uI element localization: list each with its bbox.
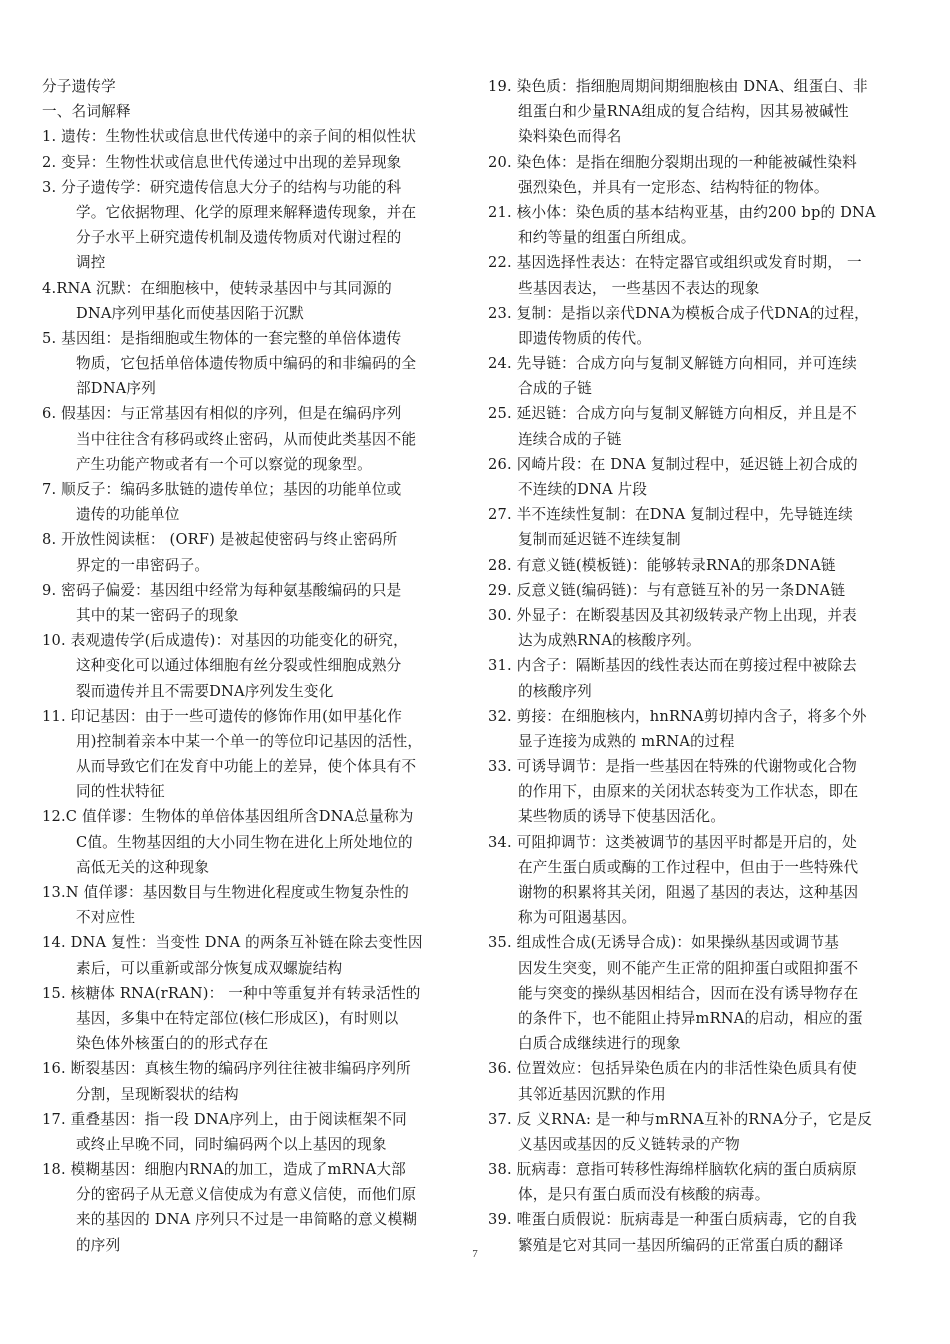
page-number: 7 [472, 1248, 478, 1260]
entry-continuation-line: 界定的一串密码子。 [76, 556, 210, 574]
entry-term-line: 20. 染色体：是指在细胞分裂期出现的一种能被碱性染料 [488, 153, 857, 171]
entry-continuation-line: 部DNA序列 [76, 380, 156, 398]
entry-continuation-line: 称为可阻遏基因。 [518, 909, 637, 927]
entry-continuation-line: 分子水平上研究遗传机制及遗传物质对代谢过程的 [76, 229, 402, 247]
definition-entry [488, 754, 908, 830]
definition-entry [488, 830, 908, 931]
entry-continuation-line: C值。生物基因组的大小同生物在进化上所处地位的 [76, 833, 413, 851]
entry-term-line: 5. 基因组：是指细胞或生物体的一套完整的单倍体遗传 [42, 329, 402, 347]
entry-continuation-line: 达为成熟RNA的核酸序列。 [518, 632, 701, 650]
entry-continuation-line: 染料染色而得名 [518, 128, 622, 146]
entry-continuation-line: 从而导致它们在发育中功能上的差异，使个体具有不 [76, 758, 417, 776]
entry-term-line: 37. 反 义RNA: 是一种与mRNA互补的RNA分子，它是反 [488, 1110, 873, 1128]
entry-continuation-line: 同的性状特征 [76, 783, 165, 801]
definition-entry [488, 351, 908, 401]
entry-continuation-line: 显子连接为成熟的 mRNA的过程 [518, 732, 735, 750]
definition-entry [42, 401, 462, 477]
entry-continuation-line: 用)控制着亲本中某一个单一的等位印记基因的活性， [76, 732, 423, 750]
document-title: 分子遗传学 [42, 78, 116, 95]
entry-continuation-line: 即遗传物质的传代。 [518, 329, 652, 347]
entry-continuation-line: 的作用下，由原来的关闭状态转变为工作状态，即在 [518, 783, 859, 801]
entry-continuation-line: 连续合成的子链 [518, 430, 622, 448]
entry-continuation-line: 调控 [76, 254, 106, 272]
entry-term-line: 39. 唯蛋白质假说：朊病毒是一种蛋白质病毒，它的自我 [488, 1211, 857, 1229]
definition-entry [488, 1157, 908, 1207]
entry-term-line: 22. 基因选择性表达：在特定器官或组织或发育时期， 一 [488, 254, 862, 272]
definition-entry [488, 704, 908, 754]
entry-term-line: 14. DNA 复性：当变性 DNA 的两条互补链在除去变性因 [42, 934, 423, 952]
entry-term-line: 11. 印记基因：由于一些可遗传的修饰作用(如甲基化作 [42, 707, 403, 725]
entry-continuation-line: 其邻近基因沉默的作用 [518, 1085, 666, 1103]
entry-continuation-line: 学。它依据物理、化学的原理来解释遗传现象，并在 [76, 203, 417, 221]
entry-continuation-line: 的序列 [76, 1236, 121, 1254]
definition-entry [488, 502, 908, 552]
entry-term-line: 32. 剪接：在细胞核内，hnRNA剪切掉内含子，将多个外 [488, 707, 867, 725]
entry-continuation-line: 产生功能产物或者有一个可以察觉的现象型。 [76, 455, 372, 473]
entry-continuation-line: 谢物的积累将其关闭，阻遏了基因的表达，这种基因 [518, 884, 859, 901]
entry-term-line: 28. 有意义链(模板链)：能够转录RNA的那条DNA链 [488, 556, 836, 574]
entry-continuation-line: 分的密码子从无意义信使成为有意义信使，而他们原 [76, 1186, 417, 1204]
entry-continuation-line: 基因，多集中在特定部位(核仁形成区)，有时则以 [76, 1009, 399, 1027]
entry-term-line: 31. 内含子：隔断基因的线性表达而在剪接过程中被除去 [488, 657, 857, 675]
definition-entry [488, 401, 908, 451]
entry-term-line: 15. 核糖体 RNA(rRAN)： 一种中等重复并有转录活性的 [42, 984, 421, 1002]
entry-term-line: 13.N 值佯谬：基因数目与生物进化程度或生物复杂性的 [42, 884, 410, 901]
definition-entry [488, 578, 908, 603]
entry-continuation-line: 物质，它包括单倍体遗传物质中编码的和非编码的全 [76, 355, 417, 373]
entry-term-line: 9. 密码子偏爱：基因组中经常为每种氨基酸编码的只是 [42, 581, 402, 599]
definition-entry [488, 74, 908, 150]
entry-term-line: 34. 可阻抑调节：这类被调节的基因平时都是开启的，处 [488, 833, 857, 851]
entry-continuation-line: 组蛋白和少量RNA组成的复合结构，因其易被碱性 [518, 103, 849, 121]
entry-term-line: 26. 冈崎片段：在 DNA 复制过程中，延迟链上初合成的 [488, 455, 858, 473]
entry-term-line: 33. 可诱导调节：是指一些基因在特殊的代谢物或化合物 [488, 758, 857, 776]
entry-continuation-line: 裂而遗传并且不需要DNA序列发生变化 [76, 682, 334, 700]
entry-continuation-line: 遗传的功能单位 [76, 506, 180, 524]
definition-entry [42, 578, 462, 628]
entry-term-line: 12.C 值佯谬：生物体的单倍体基因组所含DNA总量称为 [42, 808, 414, 826]
entry-term-line: 4.RNA 沉默：在细胞核中，使转录基因中与其同源的 [42, 279, 392, 297]
definition-entry [42, 804, 462, 880]
entry-term-line: 16. 断裂基因：真核生物的编码序列往往被非编码序列所 [42, 1060, 411, 1078]
entry-continuation-line: 能与突变的操纵基因相结合，因而在没有诱导物存在 [518, 984, 859, 1002]
entry-term-line: 29. 反意义链(编码链)：与有意链互补的另一条DNA链 [488, 581, 846, 599]
definition-entry [42, 150, 462, 175]
entry-term-line: 3. 分子遗传学：研究遗传信息大分子的结构与功能的科 [42, 178, 402, 196]
left-entry-list [42, 124, 462, 1257]
definition-entry [488, 1107, 908, 1157]
definition-entry [488, 452, 908, 502]
entry-term-line: 10. 表观遗传学(后成遗传)：对基因的功能变化的研究， [42, 632, 408, 650]
entry-term-line: 30. 外显子：在断裂基因及其初级转录产物上出现，并表 [488, 606, 857, 624]
definition-entry [42, 276, 462, 326]
definition-entry [42, 1157, 462, 1258]
definition-entry [42, 477, 462, 527]
entry-continuation-line: 的核酸序列 [518, 682, 592, 700]
entry-continuation-line: 高低无关的这种现象 [76, 858, 210, 876]
entry-continuation-line: 强烈染色，并具有一定形态、结构特征的物体。 [518, 178, 829, 196]
entry-continuation-line: 繁殖是它对其同一基因所编码的正常蛋白质的翻译 [518, 1236, 844, 1254]
entry-term-line: 38. 朊病毒：意指可转移性海绵样脑软化病的蛋白质病原 [488, 1161, 857, 1179]
entry-continuation-line: 白质合成继续进行的现象 [518, 1035, 681, 1053]
entry-term-line: 27. 半不连续性复制：在DNA 复制过程中，先导链连续 [488, 506, 853, 524]
definition-entry [42, 326, 462, 402]
entry-continuation-line: 复制而延迟链不连续复制 [518, 531, 681, 549]
definition-entry [488, 553, 908, 578]
entry-continuation-line: 或终止早晚不同，同时编码两个以上基因的现象 [76, 1135, 387, 1153]
entry-continuation-line: 在产生蛋白质或酶的工作过程中，但由于一些特殊代 [518, 858, 859, 876]
entry-continuation-line: 不对应性 [76, 909, 136, 927]
entry-continuation-line: 分割，呈现断裂状的结构 [76, 1085, 239, 1103]
entry-term-line: 1. 遗传：生物性状或信息世代传递中的亲子间的相似性状 [42, 128, 417, 146]
entry-continuation-line: 义基因或基因的反义链转录的产物 [518, 1135, 740, 1153]
definition-entry [488, 150, 908, 200]
entry-term-line: 6. 假基因：与正常基因有相似的序列，但是在编码序列 [42, 405, 402, 423]
entry-term-line: 21. 核小体：染色质的基本结构亚基，由约200 bp的 DNA [488, 203, 876, 221]
entry-continuation-line: 体，是只有蛋白质而没有核酸的病毒。 [518, 1186, 770, 1204]
entry-term-line: 36. 位置效应：包括异染色质在内的非活性染色质具有使 [488, 1060, 857, 1078]
definition-entry [488, 250, 908, 300]
entry-continuation-line: 其中的某一密码子的现象 [76, 606, 239, 624]
entry-continuation-line: 的条件下，也不能阻止持异mRNA的启动，相应的蛋 [518, 1009, 863, 1027]
entry-continuation-line: 素后，可以重新或部分恢复成双螺旋结构 [76, 959, 343, 977]
entry-term-line: 2. 变异：生物性状或信息世代传递过中出现的差异现象 [42, 153, 402, 171]
definition-entry [488, 301, 908, 351]
entry-continuation-line: DNA序列甲基化而使基因陷于沉默 [76, 304, 304, 322]
entry-term-line: 7. 顺反子：编码多肽链的遗传单位；基因的功能单位或 [42, 481, 402, 498]
definition-entry [488, 603, 908, 653]
entry-continuation-line: 当中往往含有移码或终止密码，从而使此类基因不能 [76, 430, 417, 448]
entry-term-line: 18. 模糊基因：细胞内RNA的加工，造成了mRNA大部 [42, 1161, 406, 1179]
definition-entry [42, 704, 462, 805]
entry-continuation-line: 些基因表达， 一些基因不表达的现象 [518, 279, 760, 297]
definition-entry [42, 175, 462, 276]
entry-continuation-line: 不连续的DNA 片段 [518, 481, 648, 498]
section-heading: 一、名词解释 [42, 103, 131, 121]
right-column [488, 74, 908, 1258]
entry-continuation-line: 合成的子链 [518, 380, 592, 398]
definition-entry [488, 653, 908, 703]
entry-term-line: 23. 复制：是指以亲代DNA为模板合成子代DNA的过程， [488, 304, 869, 322]
definition-entry [42, 628, 462, 704]
definition-entry [42, 930, 462, 980]
definition-entry [488, 200, 908, 250]
entry-continuation-line: 某些物质的诱导下使基因活化。 [518, 808, 726, 826]
definition-entry [488, 1056, 908, 1106]
entry-term-line: 25. 延迟链：合成方向与复制叉解链方向相反，并且是不 [488, 405, 857, 423]
entry-term-line: 35. 组成性合成(无诱导合成)：如果操纵基因或调节基 [488, 934, 840, 952]
definition-entry [488, 930, 908, 1056]
definition-entry [42, 527, 462, 577]
entry-term-line: 24. 先导链：合成方向与复制叉解链方向相同，并可连续 [488, 355, 857, 373]
definition-entry [42, 1107, 462, 1157]
entry-term-line: 17. 重叠基因：指一段 DNA序列上，由于阅读框架不同 [42, 1110, 407, 1128]
entry-continuation-line: 这种变化可以通过体细胞有丝分裂或性细胞成熟分 [76, 657, 402, 675]
definition-entry [42, 880, 462, 930]
entry-term-line: 19. 染色质：指细胞周期间期细胞核由 DNA、组蛋白、非 [488, 78, 868, 95]
definition-entry [42, 981, 462, 1057]
definition-entry [42, 124, 462, 149]
entry-term-line: 8. 开放性阅读框： (ORF) 是被起使密码与终止密码所 [42, 531, 398, 549]
entry-continuation-line: 因发生突变，则不能产生正常的阻抑蛋白或阻抑蛋不 [518, 959, 859, 977]
left-column [42, 74, 462, 1258]
entry-continuation-line: 来的基因的 DNA 序列只不过是一串简略的意义模糊 [76, 1211, 418, 1229]
entry-continuation-line: 染色体外核蛋白的的形式存在 [76, 1035, 269, 1053]
definition-entry [42, 1056, 462, 1106]
entry-continuation-line: 和约等量的组蛋白所组成。 [518, 229, 696, 247]
right-entry-list [488, 74, 908, 1258]
